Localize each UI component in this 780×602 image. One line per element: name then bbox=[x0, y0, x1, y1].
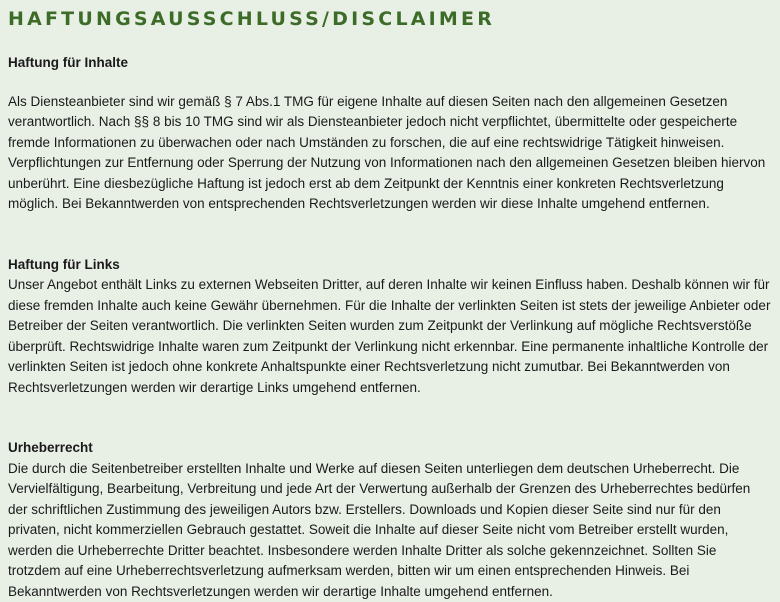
section-content-liability bbox=[8, 53, 772, 215]
section-link-liability bbox=[8, 255, 772, 399]
section-heading: Haftung für Links bbox=[8, 255, 772, 276]
section-text: Als Diensteanbieter sind wir gemäß § 7 Abs.1 TMG für eigene Inhalte auf diesen Seiten nach den allgemeinen Gesetzen verantwortlich. Nach §§ 8 bis 10 TMG sind wir als Diensteanbieter jedoch nicht verpflichtet, übermittelte oder gespeicherte fremde Informationen zu überwachen oder nach Umständen zu forschen, die auf eine rechtswidrige Tätigkeit hinweisen. Verpflichtungen zur Entfernung oder Sperrung der Nutzung von Informationen nach den allgemeinen Gesetzen bleiben hiervon unberührt. Eine diesbezügliche Haftung ist jedoch erst ab dem Zeitpunkt der Kenntnis einer konkreten Rechtsverletzung möglich. Bei Bekanntwerden von entsprechenden Rechtsverletzungen werden wir diese Inhalte umgehend entfernen. bbox=[8, 92, 772, 215]
section-heading: Urheberrecht bbox=[8, 438, 772, 459]
section-text: Unser Angebot enthält Links zu externen Webseiten Dritter, auf deren Inhalte wir keinen Einfluss haben. Deshalb können wir für diese fremden Inhalte auch keine Gewähr übernehmen. Für die Inhalte der verlinkten Seiten ist stets der jeweilige Anbieter oder Betreiber der Seiten verantwortlich. Die verlinkten Seiten wurden zum Zeitpunkt der Verlinkung auf mögliche Rechtsverstöße überprüft. Rechtswidrige Inhalte waren zum Zeitpunkt der Verlinkung nicht erkennbar. Eine permanente inhaltliche Kontrolle der verlinkten Seiten ist jedoch ohne konkrete Anhaltspunkte einer Rechtsverletzung nicht zumutbar. Bei Bekanntwerden von Rechtsverletzungen werden wir derartige Links umgehend entfernen. bbox=[8, 275, 772, 398]
page-title: HAFTUNGSAUSSCHLUSS/DISCLAIMER bbox=[8, 6, 772, 32]
section-copyright bbox=[8, 438, 772, 602]
section-text: Die durch die Seitenbetreiber erstellten Inhalte und Werke auf diesen Seiten unterliegen dem deutschen Urheberrecht. Die Vervielfältigung, Bearbeitung, Verbreitung und jede Art der Verwertung außerhalb der Grenzen des Urheberrechtes bedürfen der schriftlichen Zustimmung des jeweiligen Autors bzw. Erstellers. Downloads und Kopien dieser Seite sind nur für den privaten, nicht kommerziellen Gebrauch gestattet. Soweit die Inhalte auf dieser Seite nicht vom Betreiber erstellt wurden, werden die Urheberrechte Dritter beachtet. Insbesondere werden Inhalte Dritter als solche gekennzeichnet. Sollten Sie trotzdem auf eine Urheberrechtsverletzung aufmerksam werden, bitten wir um einen entsprechenden Hinweis. Bei Bekanntwerden von Rechtsverletzungen werden wir derartige Inhalte umgehend entfernen. bbox=[8, 459, 772, 602]
section-heading: Haftung für Inhalte bbox=[8, 53, 772, 74]
